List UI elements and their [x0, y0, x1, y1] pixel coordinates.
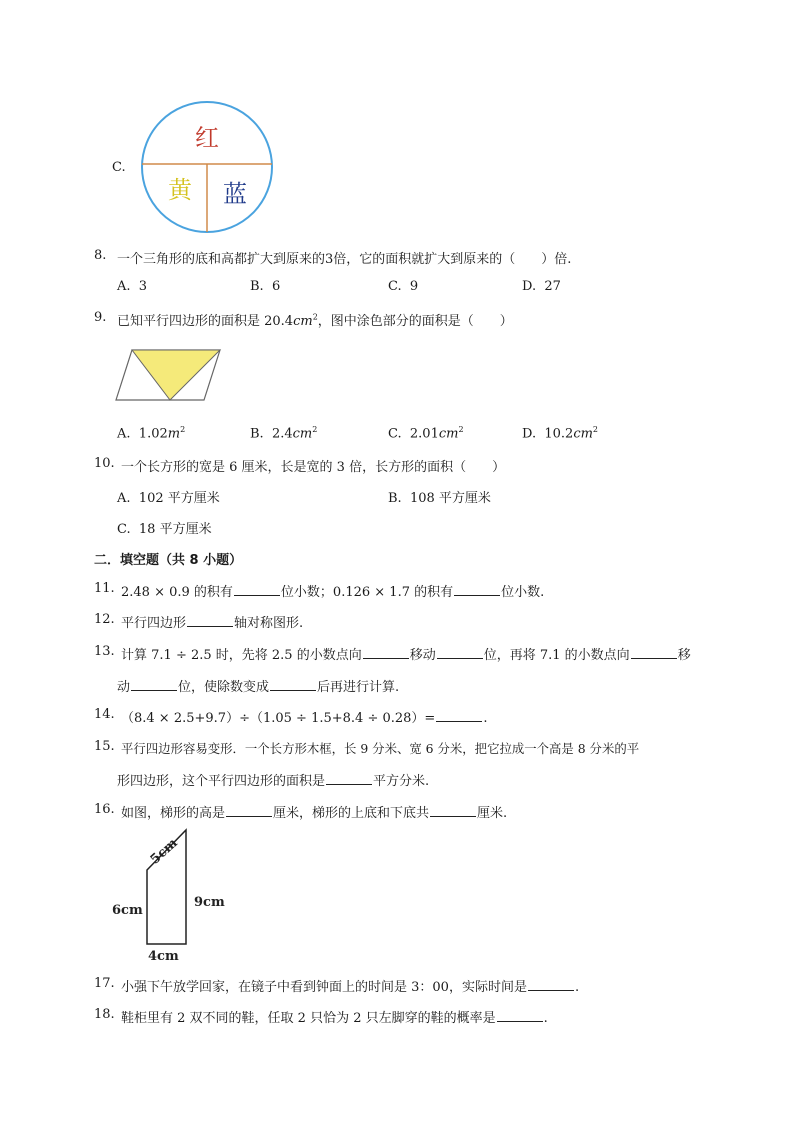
q15-line2 — [117, 770, 429, 789]
q16-part3: 厘米. — [477, 806, 508, 821]
answer-blank[interactable] — [270, 678, 316, 691]
q15-part: 平方分米. — [373, 774, 430, 789]
q11-number: 11. — [94, 581, 115, 596]
trapezoid-figure — [110, 826, 230, 964]
q12-part1: 平行四边形 — [121, 616, 187, 631]
q9-number: 9. — [94, 310, 107, 325]
q18-part2: . — [543, 1011, 548, 1026]
q11-part3: 位小数. — [501, 585, 545, 600]
q14-number: 14. — [94, 707, 115, 722]
q9-option-d[interactable] — [522, 425, 598, 441]
option-value: 3 — [138, 279, 148, 294]
q12-part2: 轴对称图形. — [234, 616, 304, 631]
q16-number: 16. — [94, 802, 115, 817]
parallelogram-figure — [114, 346, 226, 404]
q13-part: 计算 7.1 ÷ 2.5 时，先将 2.5 的小数点向 — [121, 648, 362, 663]
q16-part1: 如图，梯形的高是 — [121, 806, 226, 821]
answer-blank[interactable] — [497, 1009, 543, 1022]
option-value: 102 平方厘米 — [138, 491, 220, 506]
option-letter: D. — [522, 426, 537, 442]
q8-option-a[interactable] — [117, 279, 147, 294]
answer-blank[interactable] — [430, 804, 476, 817]
option-value: 10.2 — [544, 426, 574, 442]
q14-part2: . — [483, 711, 488, 726]
answer-blank[interactable] — [631, 646, 677, 659]
q17-number: 17. — [94, 976, 115, 991]
q16-part2: 厘米，梯形的上底和下底共 — [273, 806, 430, 821]
option-letter: D. — [522, 279, 537, 294]
option-value: 2.4 — [271, 426, 293, 442]
q15-part: 形四边形，这个平行四边形的面积是 — [117, 774, 326, 789]
option-letter: B. — [250, 426, 264, 442]
answer-blank[interactable] — [363, 646, 409, 659]
option-unit: m — [167, 426, 181, 442]
option-letter: B. — [250, 279, 264, 294]
q13-part: 位，再将 7.1 的小数点向 — [483, 648, 630, 663]
q9-text-before: 已知平行四边形的面积是 20.4 — [117, 314, 294, 329]
q14-part1: （8.4 × 2.5+9.7）÷（1.05 ÷ 1.5+8.4 ÷ 0.28）= — [121, 711, 436, 726]
q8-option-b[interactable] — [250, 279, 280, 294]
option-exp: 2 — [458, 425, 464, 434]
q10-number: 10. — [94, 456, 115, 471]
q11-part1: 2.48 × 0.9 的积有 — [121, 585, 233, 600]
q9-unit: cm — [293, 314, 313, 329]
q9-text — [117, 310, 513, 329]
q15-number: 15. — [94, 739, 115, 754]
answer-blank[interactable] — [226, 804, 272, 817]
option-letter: A. — [117, 279, 131, 294]
q13-line1 — [121, 644, 691, 663]
q17-part1: 小强下午放学回家，在镜子中看到钟面上的时间是 3：00，实际时间是 — [121, 980, 527, 995]
option-unit: cm — [438, 426, 459, 442]
q17-text — [121, 976, 579, 995]
option-value: 6 — [271, 279, 281, 294]
answer-blank[interactable] — [131, 678, 177, 691]
option-exp: 2 — [592, 425, 599, 434]
answer-blank[interactable] — [437, 646, 483, 659]
red-label: 红 — [195, 124, 219, 152]
circle-color-figure — [138, 100, 278, 234]
slant-label: 5cm — [147, 835, 181, 868]
q14-text — [121, 707, 487, 726]
option-letter: A. — [117, 491, 131, 506]
section-title: 二．填空题（共 8 小题） — [94, 553, 243, 568]
option-letter: C. — [388, 279, 402, 294]
option-letter: A. — [117, 426, 131, 442]
q13-part: 移 — [677, 648, 691, 663]
q18-number: 18. — [94, 1007, 115, 1022]
answer-blank[interactable] — [326, 772, 372, 785]
q9-text-after: ，图中涂色部分的面积是（ ） — [317, 314, 513, 329]
q18-part1: 鞋柜里有 2 双不同的鞋，任取 2 只恰为 2 只左脚穿的鞋的概率是 — [121, 1011, 496, 1026]
q9-option-c[interactable] — [388, 425, 464, 441]
q13-part: 动 — [117, 680, 131, 695]
answer-blank[interactable] — [436, 709, 482, 722]
right-label: 9cm — [194, 895, 225, 910]
option-value: 2.01 — [409, 426, 439, 442]
q9-option-b[interactable] — [250, 425, 317, 441]
answer-blank[interactable] — [528, 978, 574, 991]
q10-option-a[interactable] — [117, 487, 220, 506]
q13-number: 13. — [94, 644, 115, 659]
q11-part2: 位小数；0.126 × 1.7 的积有 — [280, 585, 454, 600]
q16-text — [121, 802, 507, 821]
yellow-label: 黄 — [168, 176, 192, 204]
blue-label: 蓝 — [223, 180, 247, 208]
q17-part2: . — [574, 980, 580, 995]
q12-number: 12. — [94, 612, 115, 627]
option-unit: cm — [573, 426, 593, 442]
q13-part: 后再进行计算. — [317, 680, 400, 695]
q8-option-c[interactable] — [388, 279, 418, 294]
option-c-label: C. — [112, 160, 126, 175]
answer-blank[interactable] — [454, 583, 500, 596]
q10-option-c[interactable] — [117, 518, 212, 537]
option-value: 18 平方厘米 — [138, 522, 212, 537]
q10-text: 一个长方形的宽是 6 厘米，长是宽的 3 倍，长方形的面积（ ） — [121, 460, 506, 475]
q8-number: 8. — [94, 248, 107, 263]
option-exp: 2 — [180, 425, 186, 434]
option-letter: B. — [388, 491, 402, 506]
q15-line1: 平行四边形容易变形．一个长方形木框，长 9 分米、宽 6 分米，把它拉成一个高是 8 分米的平 — [121, 741, 640, 756]
q13-part: 位，使除数变成 — [178, 680, 270, 695]
option-value: 1.02 — [138, 426, 168, 442]
q18-text — [121, 1007, 548, 1026]
q8-text: 一个三角形的底和高都扩大到原来的3倍，它的面积就扩大到原来的（ ）倍. — [117, 252, 572, 267]
option-letter: C. — [388, 426, 402, 442]
option-letter: C. — [117, 522, 131, 537]
option-value: 108 平方厘米 — [409, 491, 491, 506]
bottom-label: 4cm — [148, 949, 179, 964]
option-value: 9 — [409, 279, 419, 294]
left-label: 6cm — [112, 903, 143, 918]
option-unit: cm — [292, 426, 313, 442]
q13-part: 移动 — [409, 648, 436, 663]
q8-option-d[interactable] — [522, 279, 561, 294]
q12-text — [121, 612, 303, 631]
answer-blank[interactable] — [234, 583, 280, 596]
option-value: 27 — [544, 279, 561, 294]
q11-text — [121, 581, 544, 600]
answer-blank[interactable] — [187, 614, 233, 627]
q10-option-b[interactable] — [388, 487, 491, 506]
q9-unit-exp: 2 — [312, 312, 318, 322]
q13-line2 — [117, 676, 399, 695]
option-exp: 2 — [312, 425, 318, 434]
q9-option-a[interactable] — [117, 425, 185, 441]
